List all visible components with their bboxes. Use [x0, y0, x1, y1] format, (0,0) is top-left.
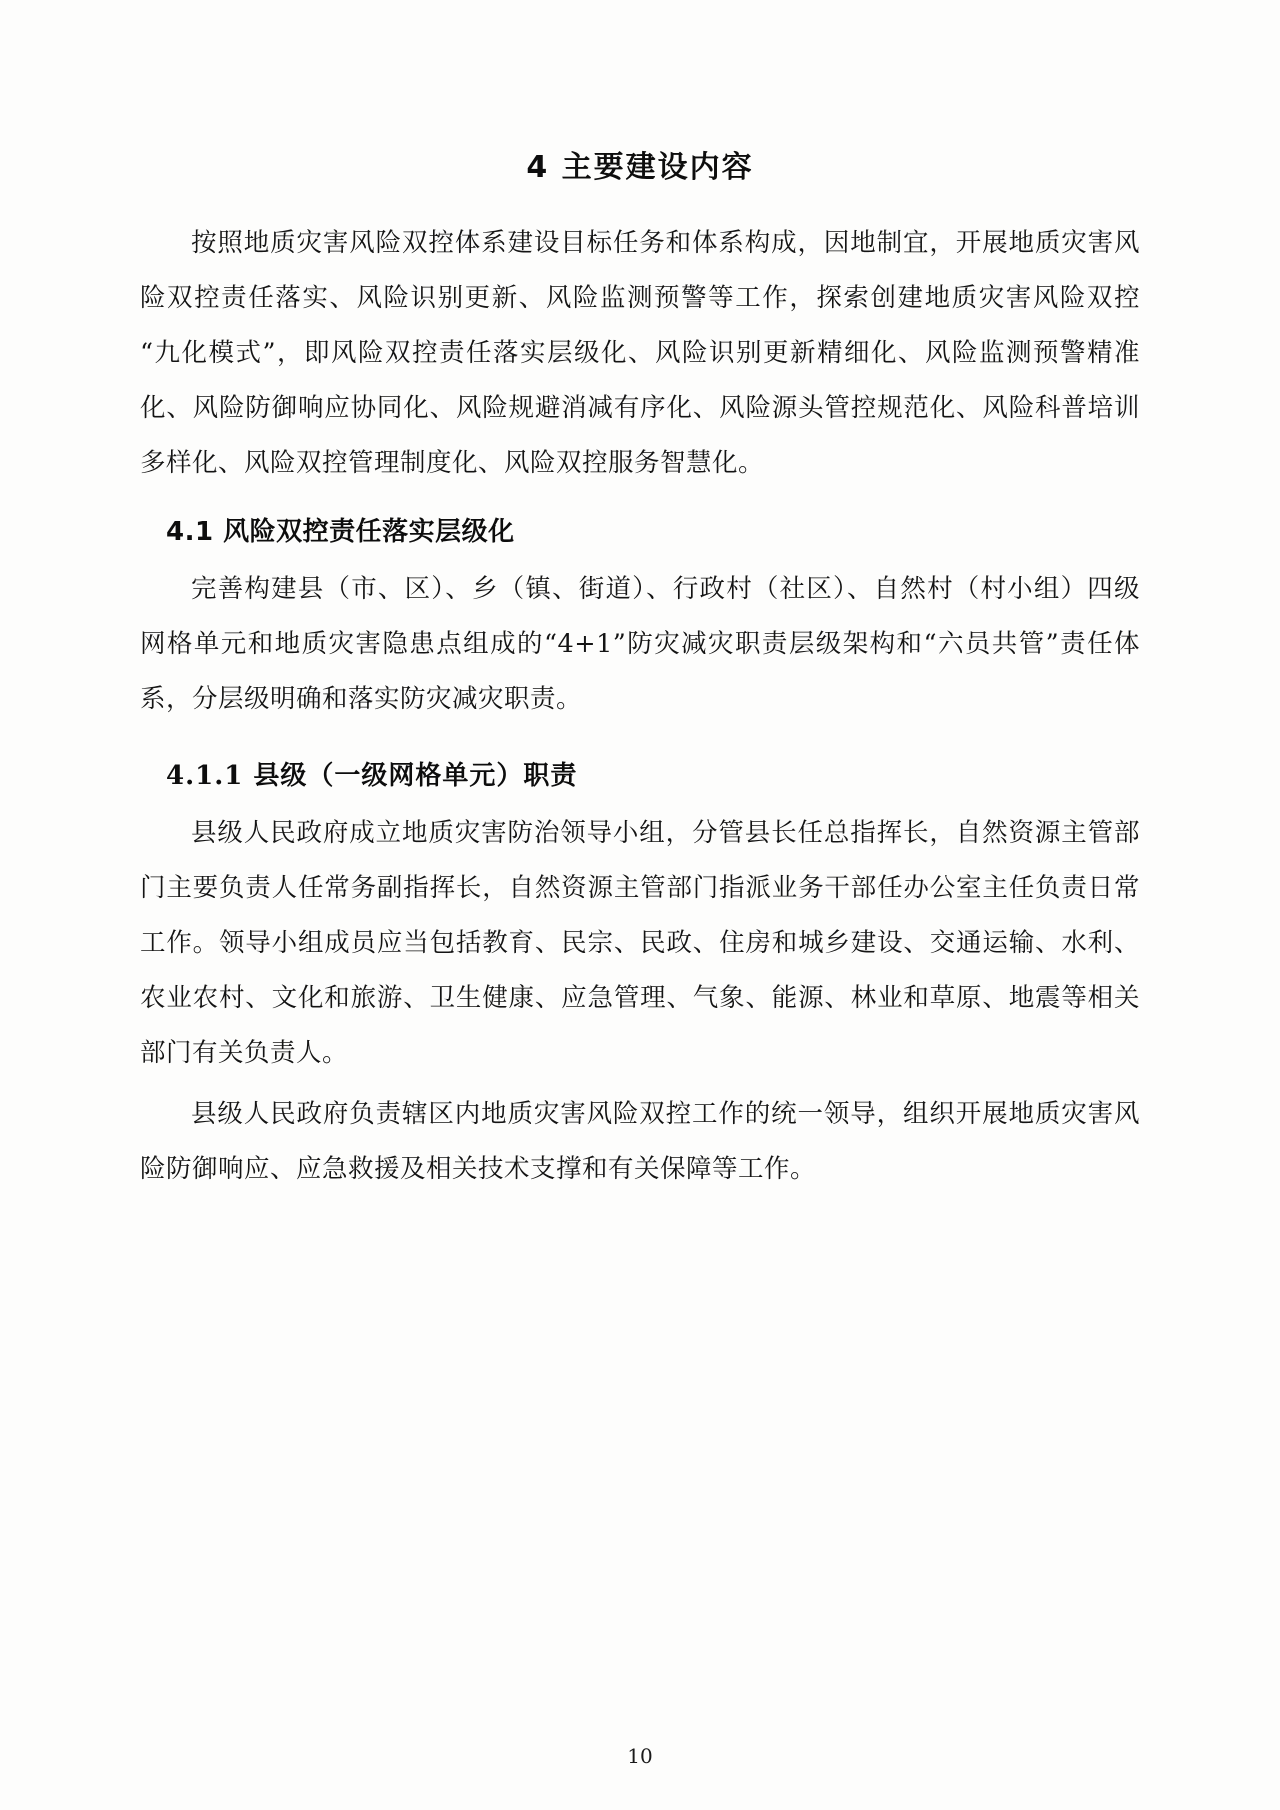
- page-title: 4 主要建设内容: [526, 150, 754, 185]
- paragraph-4-1-body: 完善构建县（市、区）、乡（镇、街道）、行政村（社区）、自然村（村小组）四级网格单元和地质灾害隐患点组成的“4+1”防灾减灾职责层级架构和“六员共管”责任体系，分层级明确和落实防灾减灾职责。: [140, 574, 1140, 714]
- paragraph-overview: 按照地质灾害风险双控体系建设目标任务和体系构成，因地制宜，开展地质灾害风险双控责任落实、风险识别更新、风险监测预警等工作，探索创建地质灾害风险双控“九化模式”，即风险双控责任落实层级化、风险识别更新精细化、风险监测预警精准化、风险防御响应协同化、风险规避消减有序化、风险源头管控规范化、风险科普培训多样化、风险双控管理制度化、风险双控服务智慧化。: [140, 228, 1140, 478]
- heading-4-1: 4.1 风险双控责任落实层级化: [166, 517, 515, 547]
- paragraph-4-1-1-body-1: 县级人民政府成立地质灾害防治领导小组，分管县长任总指挥长，自然资源主管部门主要负责人任常务副指挥长，自然资源主管部门指派业务干部任办公室主任负责日常工作。领导小组成员应当包括教育、民宗、民政、住房和城乡建设、交通运输、水利、农业农村、文化和旅游、卫生健康、应急管理、气象、能源、林业和草原、地震等相关部门有关负责人。: [140, 818, 1140, 1068]
- heading-4-1-1: 4.1.1 县级（一级网格单元）职责: [166, 761, 578, 791]
- page-number: 10: [627, 1744, 653, 1768]
- paragraph-4-1-1-body-2: 县级人民政府负责辖区内地质灾害风险双控工作的统一领导，组织开展地质灾害风险防御响应、应急救援及相关技术支撑和有关保障等工作。: [140, 1099, 1140, 1184]
